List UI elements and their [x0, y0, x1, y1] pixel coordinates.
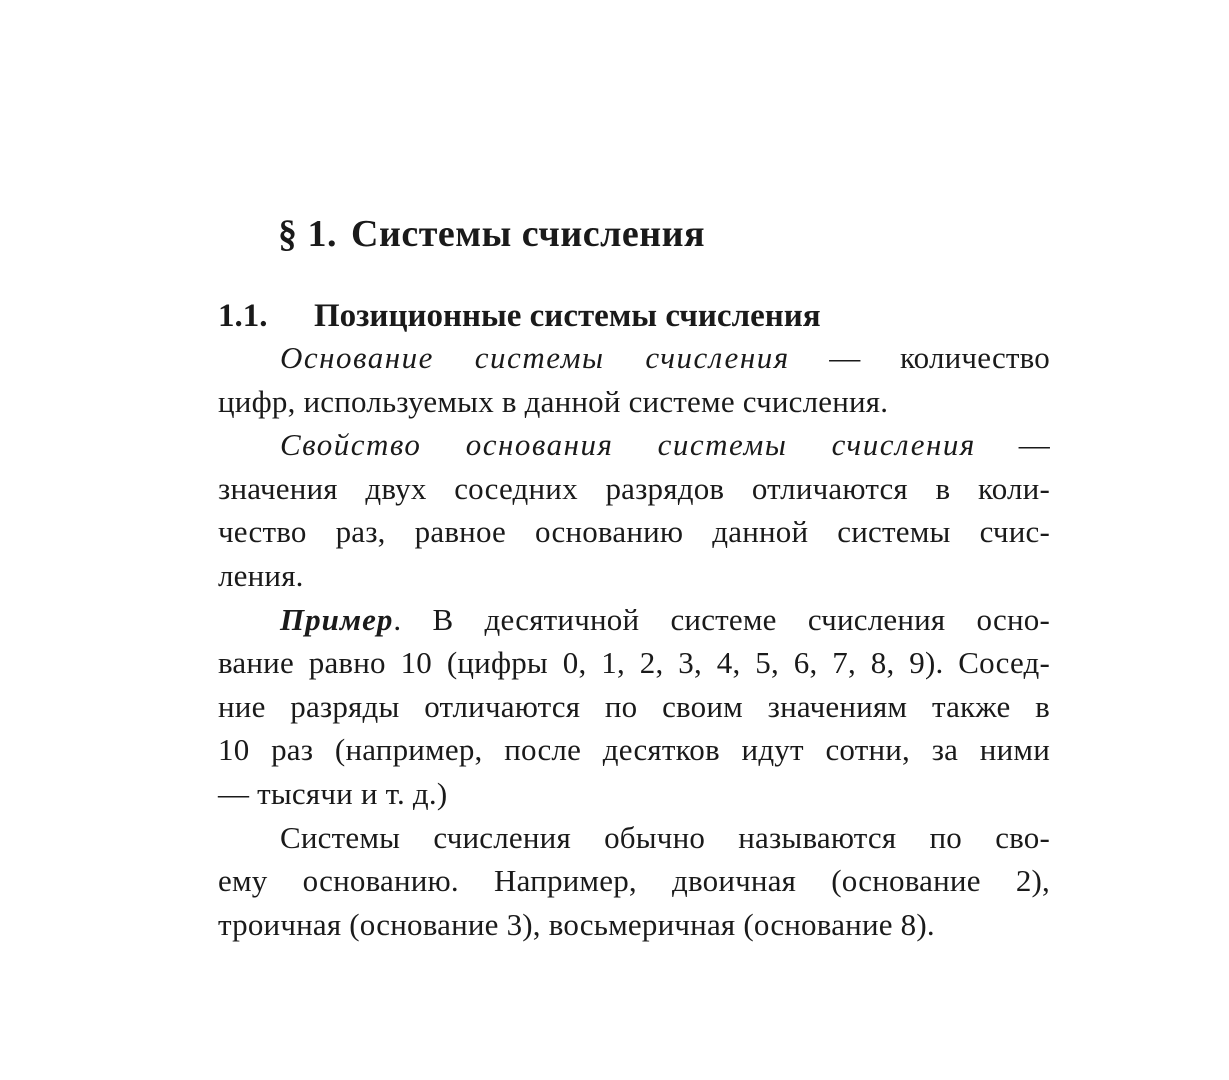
- text-line: — тысячи и т. д.): [218, 775, 448, 811]
- paragraph-example: [218, 598, 1050, 816]
- document-page: [218, 0, 1050, 1080]
- text-line: [218, 598, 1050, 642]
- text-line: вание равно 10 (цифры 0, 1, 2, 3, 4, 5, 6, 7, 8, 9). Сосед-: [218, 645, 1050, 681]
- term-base: Основание системы счисления: [280, 340, 790, 375]
- term-base-property: Свойство основания системы счисления: [280, 427, 976, 463]
- text-line: цифр, используемых в данной системе счисления.: [218, 383, 889, 419]
- text-line: ние разряды отличаются по своим значениям также в: [218, 688, 1050, 724]
- text-line: 10 раз (например, после десятков идут сотни, за ними: [218, 732, 1050, 768]
- example-label: Пример: [280, 601, 394, 637]
- subsection-title: Позиционные системы счисления: [314, 298, 821, 334]
- text-line: значения двух соседних разрядов отличаются в коли-: [218, 470, 1050, 506]
- text-line: ему основанию. Например, двоичная (основание 2),: [218, 863, 1050, 899]
- definition-text: —: [975, 427, 1051, 463]
- subsection-number: 1.1.: [218, 298, 268, 334]
- text-line: Системы счисления обычно называются по сво-: [280, 819, 1050, 855]
- text-line: [218, 336, 1050, 380]
- paragraph-naming: [218, 816, 1050, 947]
- section-heading: [278, 210, 705, 258]
- body-text: [218, 336, 1050, 946]
- text-line: ления.: [218, 557, 304, 593]
- text-line: троичная (основание 3), восьмеричная (основание 8).: [218, 906, 935, 942]
- paragraph-base-property: [218, 423, 1050, 597]
- text-line: [218, 423, 1050, 467]
- paragraph-base-definition: [218, 336, 1050, 423]
- section-number: § 1.: [278, 213, 337, 255]
- example-text: . В десятичной системе счисления осно-: [393, 601, 1050, 637]
- section-title: Системы счисления: [351, 213, 706, 255]
- subsection-heading: [218, 293, 821, 339]
- text-line: чество раз, равное основанию данной системы счис-: [218, 514, 1050, 550]
- definition-text: — количество: [789, 340, 1050, 375]
